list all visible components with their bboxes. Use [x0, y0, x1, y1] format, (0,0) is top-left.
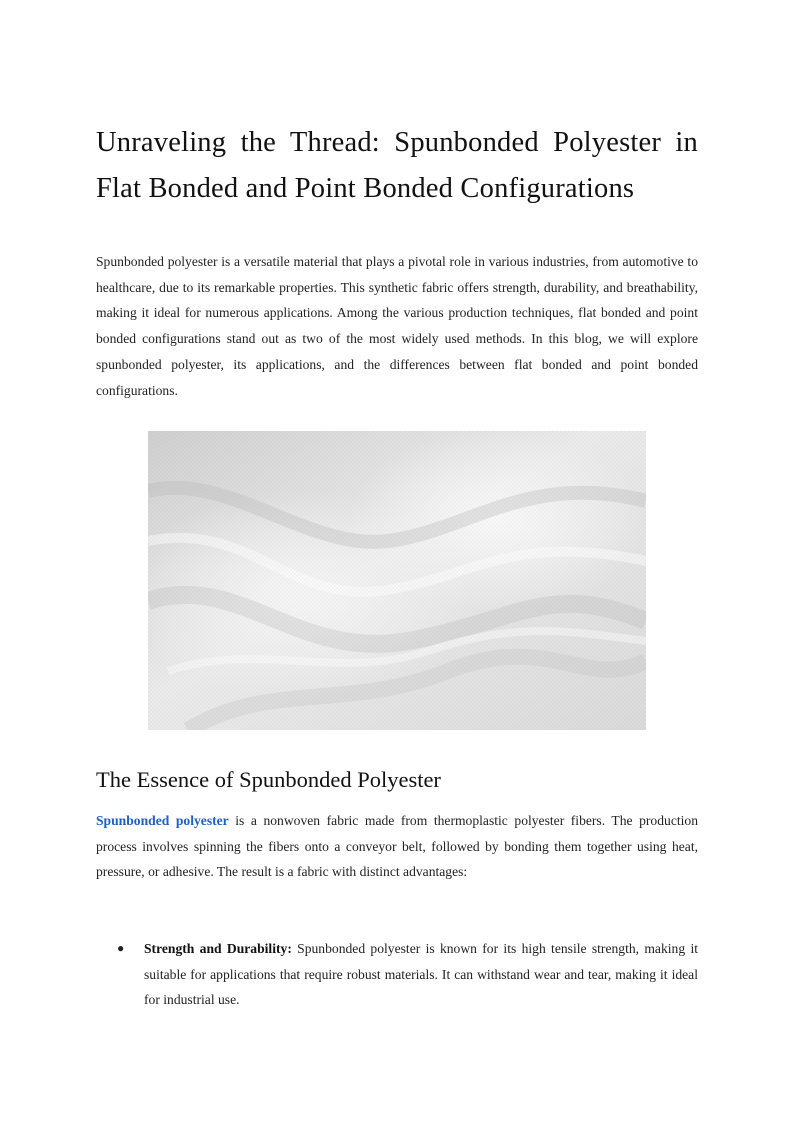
spunbonded-polyester-link[interactable]: Spunbonded polyester: [96, 813, 229, 828]
fabric-photo: [148, 431, 646, 730]
advantage-label: Strength and Durability:: [144, 941, 292, 956]
section-heading: The Essence of Spunbonded Polyester: [96, 767, 441, 792]
fabric-image-icon: [148, 431, 646, 730]
bullet-icon: ●: [117, 941, 125, 955]
advantages-list: [96, 936, 698, 1013]
intro-paragraph: Spunbonded polyester is a versatile material that plays a pivotal role in various industries, from automotive to healthcare, due to its remarkable properties. This synthetic fabric offers strength, durability, and breathability, making it ideal for numerous applications. Among the various production techniques, flat bonded and point bonded configurations stand out as two of the most widely used methods. In this blog, we will explore spunbonded polyester, its applications, and the differences between flat bonded and point bonded configurations.: [96, 254, 698, 398]
section-paragraph: [96, 808, 698, 885]
list-item: [96, 936, 698, 1013]
page-title: Unraveling the Thread: Spunbonded Polyester in Flat Bonded and Point Bonded Configurations: [96, 127, 698, 204]
section-paragraph-text: is a nonwoven fabric made from thermoplastic polyester fibers. The production process involves spinning the fibers onto a conveyor belt, followed by bonding them together using heat, pressure, or adhesive. The result is a fabric with distinct advantages:: [96, 813, 699, 880]
advantage-text: Spunbonded polyester is known for its high tensile strength, making it suitable for applications that require robust materials. It can withstand wear and tear, making it ideal for industrial use.: [144, 941, 698, 1008]
